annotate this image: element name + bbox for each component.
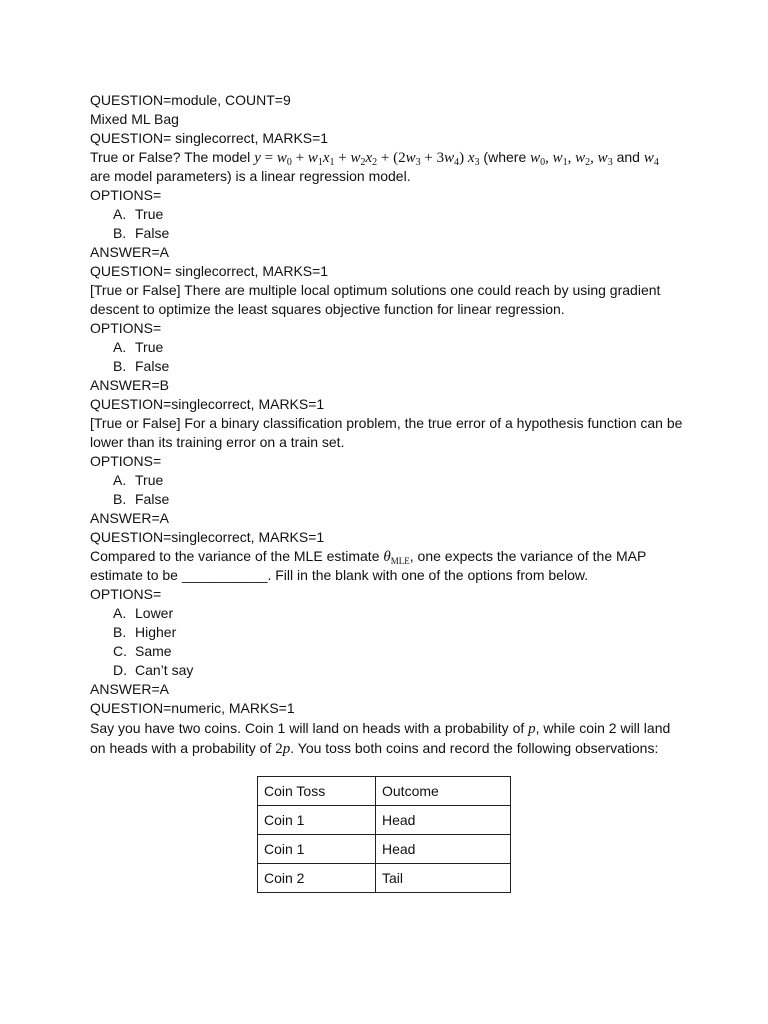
q2-text: [True or False] There are multiple local optimum solutions one could reach by using gradient descent to optimize the least squares objective function for linear regression. <box>90 282 661 317</box>
q4-text-c: estimate to be ___________. Fill in the blank with one of the options from below. <box>90 567 589 583</box>
q3-answer: ANSWER=A <box>90 510 169 526</box>
option-text: Higher <box>135 624 177 640</box>
module-title: Mixed ML Bag <box>90 111 179 127</box>
q1-option-a <box>90 205 690 224</box>
option-letter: A. <box>113 605 127 621</box>
q2-option-a <box>90 338 690 357</box>
option-letter: A. <box>113 339 127 355</box>
theta-mle-symbol: $\theta_{MLE}$ <box>383 549 410 566</box>
option-letter: D. <box>113 662 127 678</box>
option-text: Can’t say <box>135 662 194 678</box>
table-cell: Head <box>376 835 511 864</box>
option-text: True <box>135 339 164 355</box>
q1-header: QUESTION= singlecorrect, MARKS=1 <box>90 130 329 146</box>
option-letter: B. <box>113 624 127 640</box>
q5-text-b: , while coin 2 will land <box>535 720 671 736</box>
q1-answer: ANSWER=A <box>90 244 169 260</box>
option-text: Lower <box>135 605 174 621</box>
q1-text-c: and <box>612 149 644 165</box>
table-cell: Tail <box>376 864 511 893</box>
prob-p-symbol: p <box>528 721 536 737</box>
table-row <box>258 864 511 893</box>
table-row <box>258 835 511 864</box>
q2-options-label: OPTIONS= <box>90 320 162 336</box>
option-text: False <box>135 358 170 374</box>
table-header-row <box>258 777 511 806</box>
q5-text-d: . You toss both coins and record the following observations: <box>290 740 659 756</box>
table-cell: Head <box>376 806 511 835</box>
q2-option-b <box>90 357 690 376</box>
question-content <box>90 91 690 758</box>
q4-option-a <box>90 604 690 623</box>
q1-model-equation: $y = w_0 + w_1x_1 + w_2x_2 + (2w_3 + 3w_4)$ $x_3$ <box>254 150 480 168</box>
option-text: Same <box>135 643 172 659</box>
q4-option-d <box>90 661 690 680</box>
table-row <box>258 806 511 835</box>
q4-text-b: , one expects the variance of the MAP <box>409 548 647 564</box>
q1-text-line1 <box>90 148 690 167</box>
option-letter: B. <box>113 225 127 241</box>
q2-header: QUESTION= singlecorrect, MARKS=1 <box>90 263 329 279</box>
option-text: False <box>135 225 170 241</box>
q4-option-c <box>90 642 690 661</box>
q1-text-b: (where <box>479 149 531 165</box>
option-text: True <box>135 206 164 222</box>
q3-option-b <box>90 490 690 509</box>
q4-text-line1 <box>90 547 690 566</box>
q1-option-b <box>90 224 690 243</box>
module-line: QUESTION=module, COUNT=9 <box>90 92 291 108</box>
q4-text-a: Compared to the variance of the MLE estimate <box>90 548 384 564</box>
option-letter: B. <box>113 358 127 374</box>
q5-text-c: on heads with a probability of <box>90 740 276 756</box>
option-letter: A. <box>113 206 127 222</box>
table-header-cell: Outcome <box>376 777 511 806</box>
option-letter: A. <box>113 472 127 488</box>
q5-text-line2 <box>90 738 690 758</box>
prob-2p-symbol: 2p <box>275 741 291 757</box>
option-letter: B. <box>113 491 127 507</box>
q3-text: [True or False] For a binary classification problem, the true error of a hypothesis function can be lower than its training error on a train set. <box>90 415 683 450</box>
q3-option-a <box>90 471 690 490</box>
option-text: False <box>135 491 170 507</box>
q1-params-math: $w_0$, $w_1$, $w_2$, $w_3$ <box>530 150 613 168</box>
q4-answer: ANSWER=A <box>90 681 169 697</box>
table-header-cell: Coin Toss <box>258 777 376 806</box>
q2-answer: ANSWER=B <box>90 377 169 393</box>
table-cell: Coin 2 <box>258 864 376 893</box>
q1-options-label: OPTIONS= <box>90 187 162 203</box>
option-letter: C. <box>113 643 127 659</box>
q4-header: QUESTION=singlecorrect, MARKS=1 <box>90 529 325 545</box>
q4-options-label: OPTIONS= <box>90 586 162 602</box>
table-cell: Coin 1 <box>258 806 376 835</box>
q1-text-a: True or False? The model <box>90 149 255 165</box>
table-cell: Coin 1 <box>258 835 376 864</box>
q4-option-b <box>90 623 690 642</box>
q5-text-line1 <box>90 718 690 738</box>
q3-options-label: OPTIONS= <box>90 453 162 469</box>
coin-toss-table <box>257 776 511 893</box>
q5-header: QUESTION=numeric, MARKS=1 <box>90 700 295 716</box>
option-text: True <box>135 472 164 488</box>
q1-text-d: are model parameters) is a linear regression model. <box>90 168 411 184</box>
q5-text-a: Say you have two coins. Coin 1 will land on heads with a probability of <box>90 720 529 736</box>
q1-param-w4: $w_4$ <box>643 150 659 168</box>
q3-header: QUESTION=singlecorrect, MARKS=1 <box>90 396 325 412</box>
